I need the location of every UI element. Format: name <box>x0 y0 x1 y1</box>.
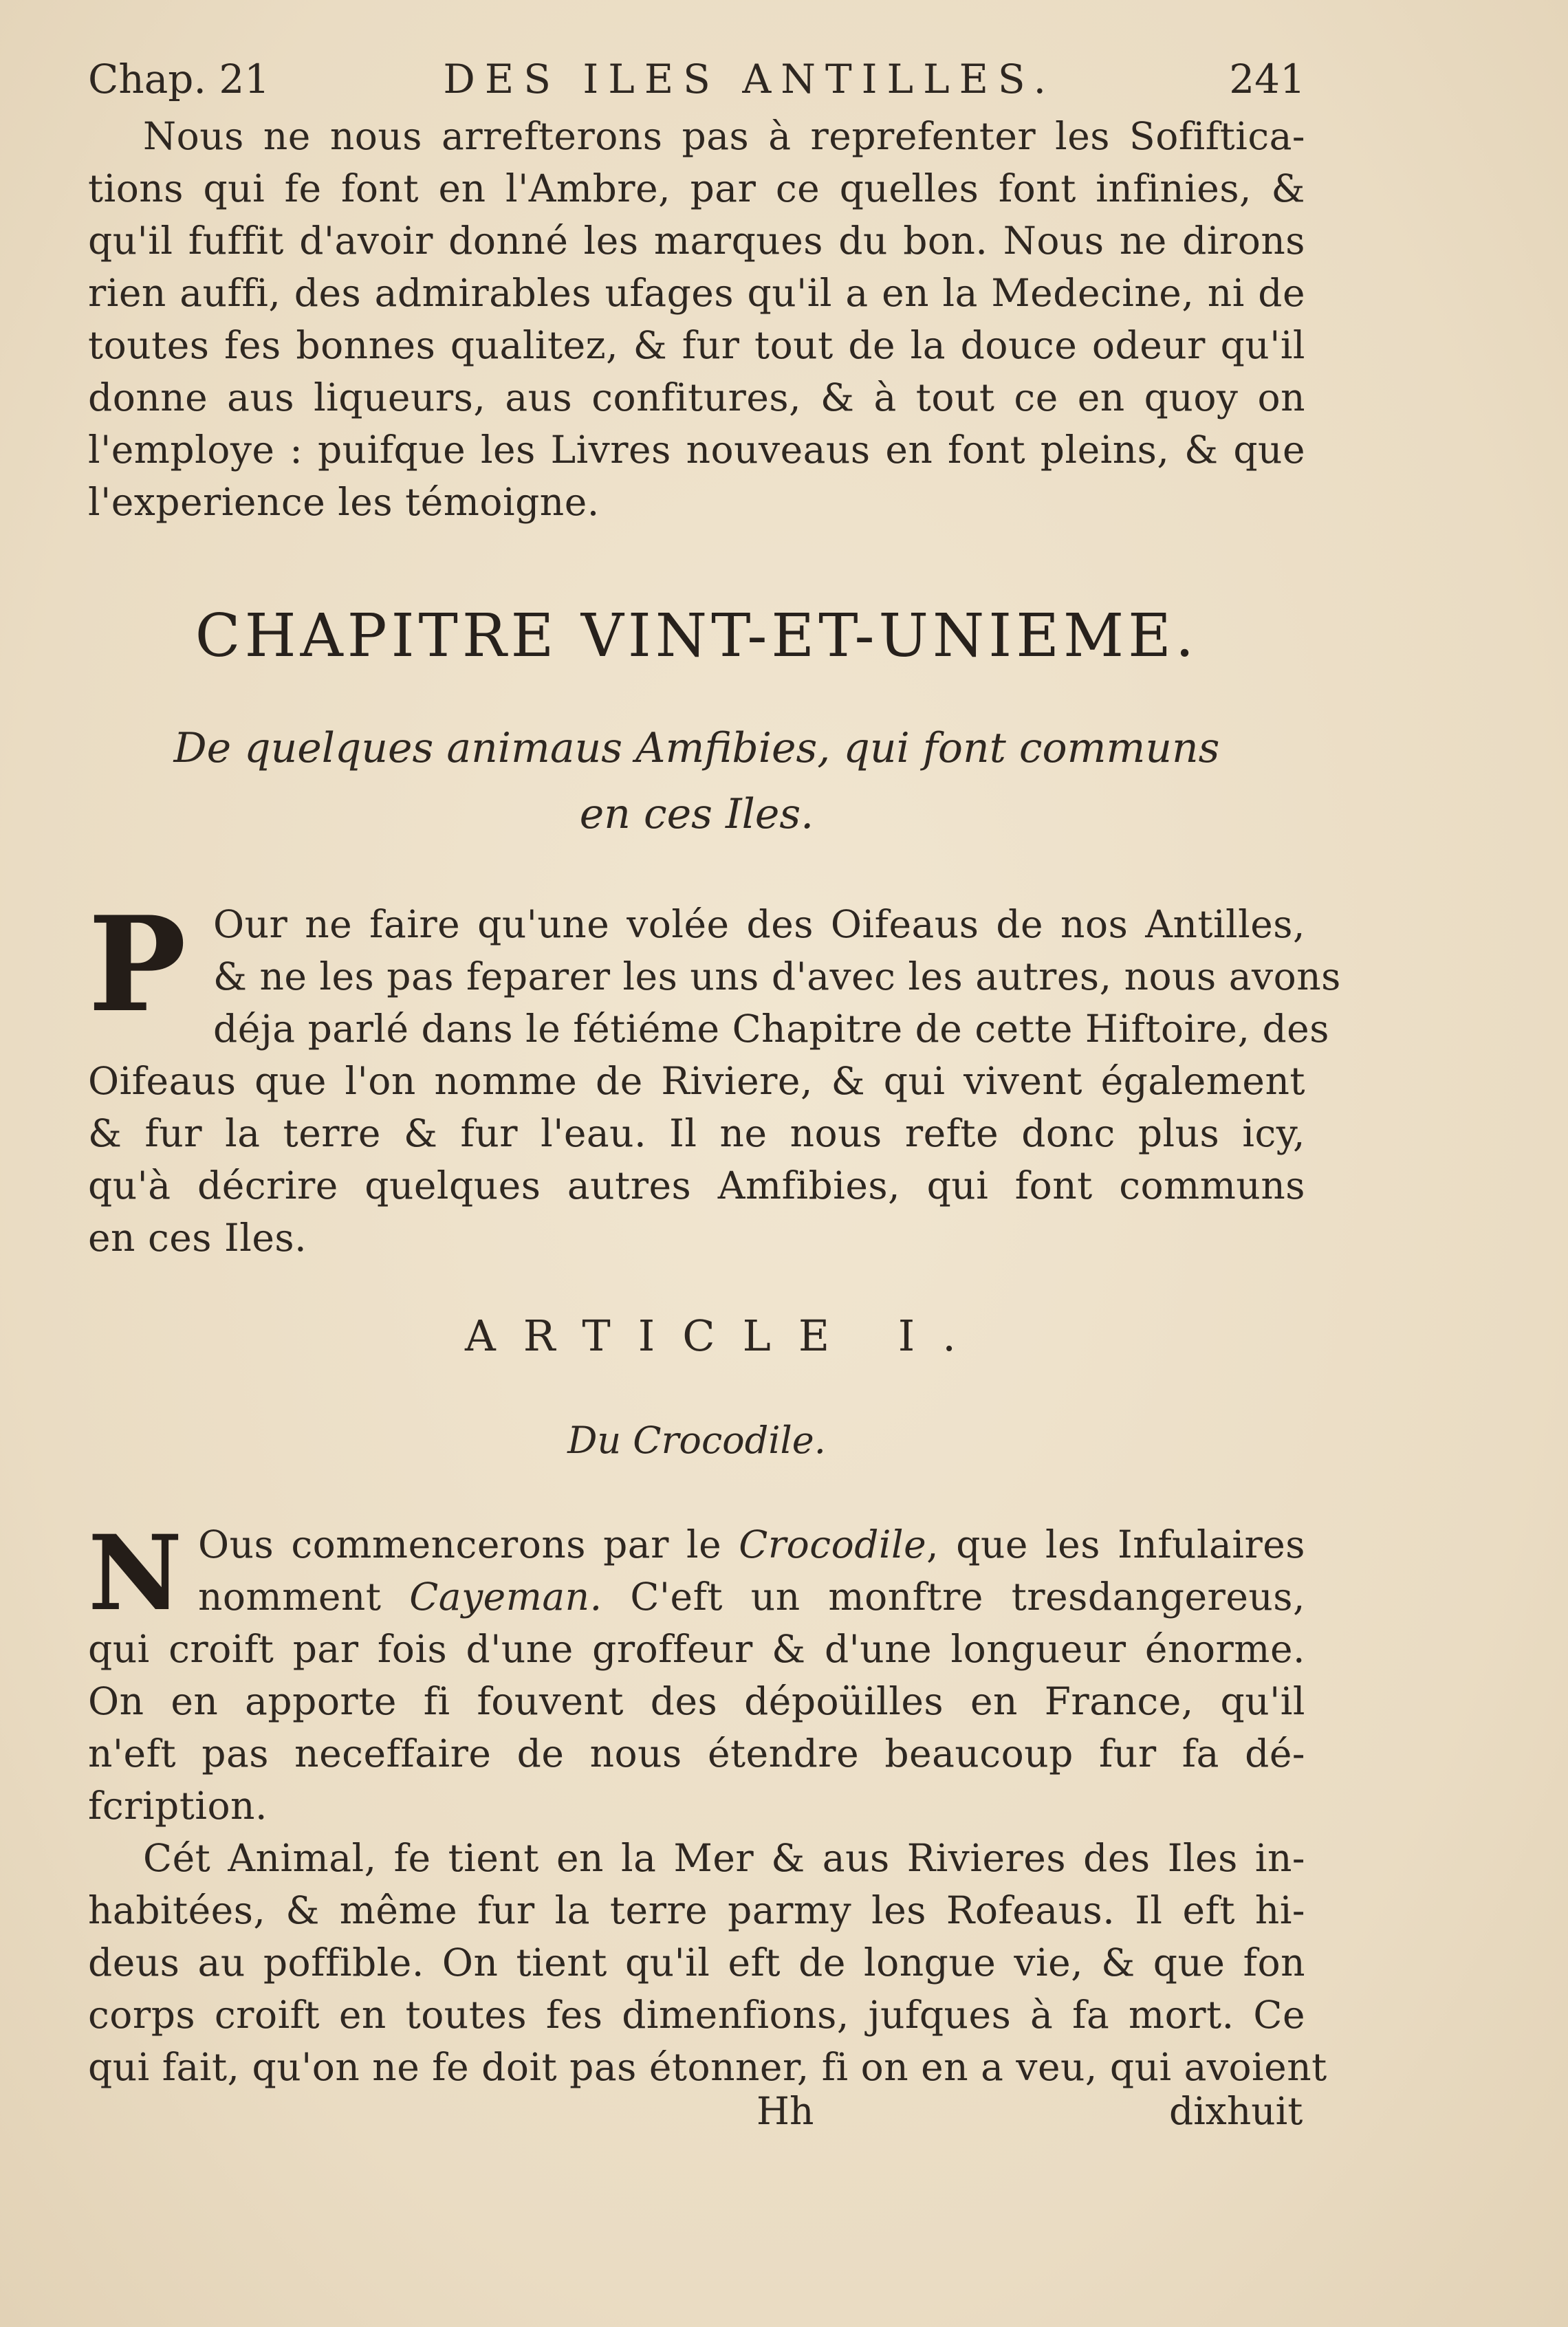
article-subtitle: Du Crocodile. <box>567 1419 826 1462</box>
text-line: qui fait, qu'on ne fe doit pas étonner, fi on en a veu, qui avoient <box>88 2045 1327 2089</box>
text-line: tions qui fe font en l'Ambre, par ce quelles font infinies, & <box>88 166 1305 210</box>
catchword: dixhuit <box>1169 2089 1303 2133</box>
text-line: toutes fes bonnes qualitez, & fur tout de la douce odeur qu'il <box>88 323 1305 367</box>
text-line: corps croift en toutes fes dimenfions, jufques à fa mort. Ce <box>88 1993 1305 2037</box>
animal-paragraph <box>88 1832 1327 2093</box>
text-line: rien auffi, des admirables ufages qu'il a en la Medecine, ni de <box>88 271 1305 315</box>
signature-mark: Hh <box>756 2089 814 2133</box>
drop-cap-n: N <box>88 1513 183 1634</box>
article-title: ARTICLE I. <box>465 1311 983 1361</box>
running-head <box>88 48 1305 110</box>
text-line: déja parlé dans le fétiéme Chapitre de cette Hiftoire, des <box>213 1007 1329 1051</box>
subtitle-line: De quelques animaus Amfibies, qui font communs <box>173 724 1220 772</box>
crocodile-paragraph <box>88 1513 1306 1832</box>
text-line: qu'à décrire quelques autres Amfibies, qui font communs <box>88 1164 1305 1208</box>
chapter-reference: Chap. 21 <box>88 56 270 102</box>
text-line: & ne les pas feparer les uns d'avec les autres, nous avons <box>213 954 1341 998</box>
page-number: 241 <box>1229 56 1305 102</box>
text-line: & fur la terre & fur l'eau. Il ne nous refte donc plus icy, <box>88 1111 1305 1155</box>
text-span-italic: Cayeman. <box>409 1575 602 1619</box>
text-line: Our ne faire qu'une volée des Oifeaus de nos Antilles, <box>213 902 1305 946</box>
drop-cap-p: P <box>88 888 186 1041</box>
text-line: qu'il fuffit d'avoir donné les marques du bon. Nous ne dirons <box>88 219 1305 263</box>
chapter-subtitle <box>88 715 1305 847</box>
text-line: Cét Animal, fe tient en la Mer & aus Rivieres des Iles in- <box>143 1836 1305 1880</box>
text-line: Nous ne nous arrefterons pas à reprefenter les Sofiftica- <box>143 114 1305 158</box>
subtitle-line: en ces Iles. <box>579 790 814 838</box>
text-line: donne aus liqueurs, aus confitures, & à tout ce en quoy on <box>88 375 1305 419</box>
text-line: On en apporte fi fouvent des dépoüilles en France, qu'il <box>88 1679 1305 1723</box>
intro-paragraph <box>88 888 1341 1264</box>
text-span-italic: Crocodile <box>739 1522 927 1566</box>
text-line: deus au poffible. On tient qu'il eft de longue vie, & que fon <box>88 1941 1305 1985</box>
text-span: Ous commencerons par le <box>198 1522 722 1566</box>
text-line: l'employe : puifque les Livres nouveaus en font pleins, & que <box>88 428 1305 472</box>
text-span: nomment <box>198 1575 382 1619</box>
text-span: C'eft un monftre tresdangereus, <box>630 1575 1306 1619</box>
text-line <box>88 1518 1305 1571</box>
text-line: qui croift par fois d'une groffeur & d'une longueur énorme. <box>88 1627 1305 1671</box>
text-line: en ces Iles. <box>88 1216 307 1260</box>
text-line: n'eft pas neceffaire de nous étendre beaucoup fur fa dé- <box>88 1731 1305 1776</box>
text-line: fcription. <box>88 1784 268 1828</box>
text-line: Oifeaus que l'on nomme de Riviere, & qui vivent également <box>88 1059 1305 1103</box>
text-line: l'experience les témoigne. <box>88 480 600 524</box>
top-paragraph <box>88 110 1305 528</box>
text-line <box>88 1571 1305 1623</box>
chapter-title: CHAPITRE VINT-ET-UNIEME. <box>195 602 1199 670</box>
text-span: , que les Infulaires <box>926 1522 1306 1566</box>
text-line: habitées, & même fur la terre parmy les Rofeaus. Il eft hi- <box>88 1888 1305 1932</box>
book-title-header: DES ILES ANTILLES. <box>443 56 1056 102</box>
